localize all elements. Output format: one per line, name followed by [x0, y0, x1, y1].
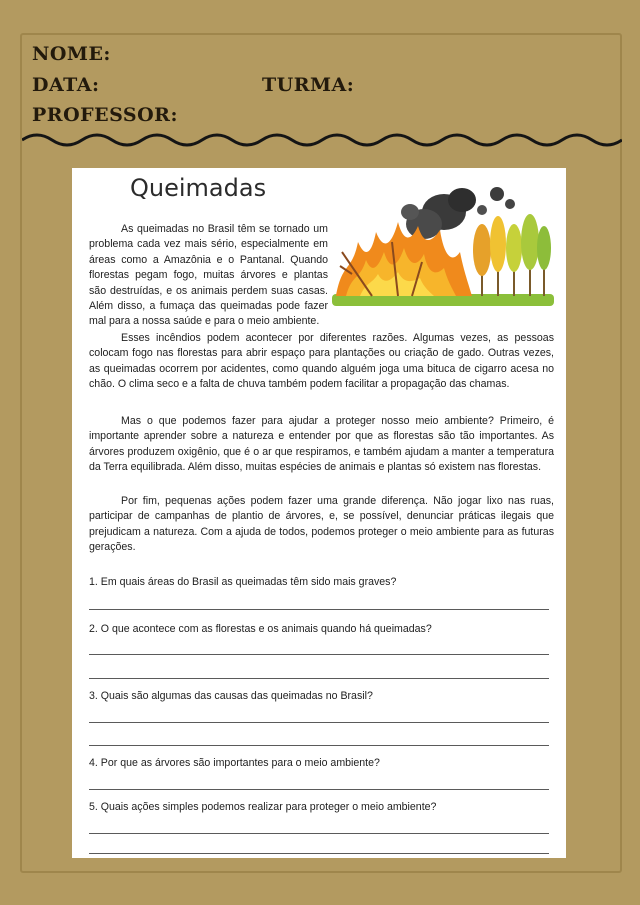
answer-line[interactable]	[89, 654, 549, 655]
answer-line[interactable]	[89, 833, 549, 834]
paragraph-3: Mas o que podemos fazer para ajudar a proteger nosso meio ambiente? Primeiro, é importante aprender sobre a natureza e entender por que as florestas são tão importantes. As árvores produzem oxigênio, que é o ar que respiramos, e também ajudam a manter a temperatura da Terra equilibrada. Além disso, muitas espécies de animais e plantas só existem nas florestas.	[89, 415, 554, 474]
answer-line[interactable]	[89, 678, 549, 679]
answer-line[interactable]	[89, 722, 549, 723]
student-info-header	[32, 43, 592, 133]
paragraph-2: Esses incêndios podem acontecer por diferentes razões. Algumas vezes, as pessoas colocam fogo nas florestas para abrir espaço para plantações ou criação de gado. Outras vezes, as queimadas ocorrem por acidentes, como quando alguém joga uma bituca de cigarro acesa no chão. O clima seco e a falta de chuva também podem facilitar a propagação das chamas.	[89, 332, 554, 391]
question-3: 3. Quais são algumas das causas das queimadas no Brasil?	[89, 690, 373, 702]
question-1: 1. Em quais áreas do Brasil as queimadas têm sido mais graves?	[89, 576, 397, 588]
worksheet-title: Queimadas	[130, 174, 267, 202]
data-label: DATA:	[32, 74, 100, 96]
answer-line[interactable]	[89, 789, 549, 790]
answer-line[interactable]	[89, 609, 549, 610]
answer-line[interactable]	[89, 853, 549, 854]
question-4: 4. Por que as árvores são importantes para o meio ambiente?	[89, 757, 380, 769]
illustration-spacer	[328, 222, 554, 312]
question-2: 2. O que acontece com as florestas e os animais quando há queimadas?	[89, 623, 432, 635]
answer-line[interactable]	[89, 745, 549, 746]
paragraph-4: Por fim, pequenas ações podem fazer uma grande diferença. Não jogar lixo nas ruas, participar de campanhas de plantio de árvores, e, se possível, denunciar práticas ilegais que prejudicam a natureza. Com a ajuda de todos, podemos proteger o meio ambiente para as futuras gerações.	[89, 495, 554, 554]
paragraph-1	[89, 222, 554, 330]
question-5: 5. Quais ações simples podemos realizar para proteger o meio ambiente?	[89, 801, 437, 813]
paragraph-1-text: As queimadas no Brasil têm se tornado um problema cada vez mais sério, especialmente em áreas como a Amazônia e o Pantanal. Quando florestas pegam fogo, muitas árvores e plantas são destruídas, e os animais perdem suas casas. Além disso, a fumaça das queimadas pode fazer mal para a nossa saúde e para o meio ambiente.	[89, 223, 328, 328]
nome-label: NOME:	[32, 43, 111, 65]
turma-label: TURMA:	[262, 74, 355, 96]
professor-label: PROFESSOR:	[32, 104, 178, 126]
wavy-divider	[22, 128, 622, 152]
